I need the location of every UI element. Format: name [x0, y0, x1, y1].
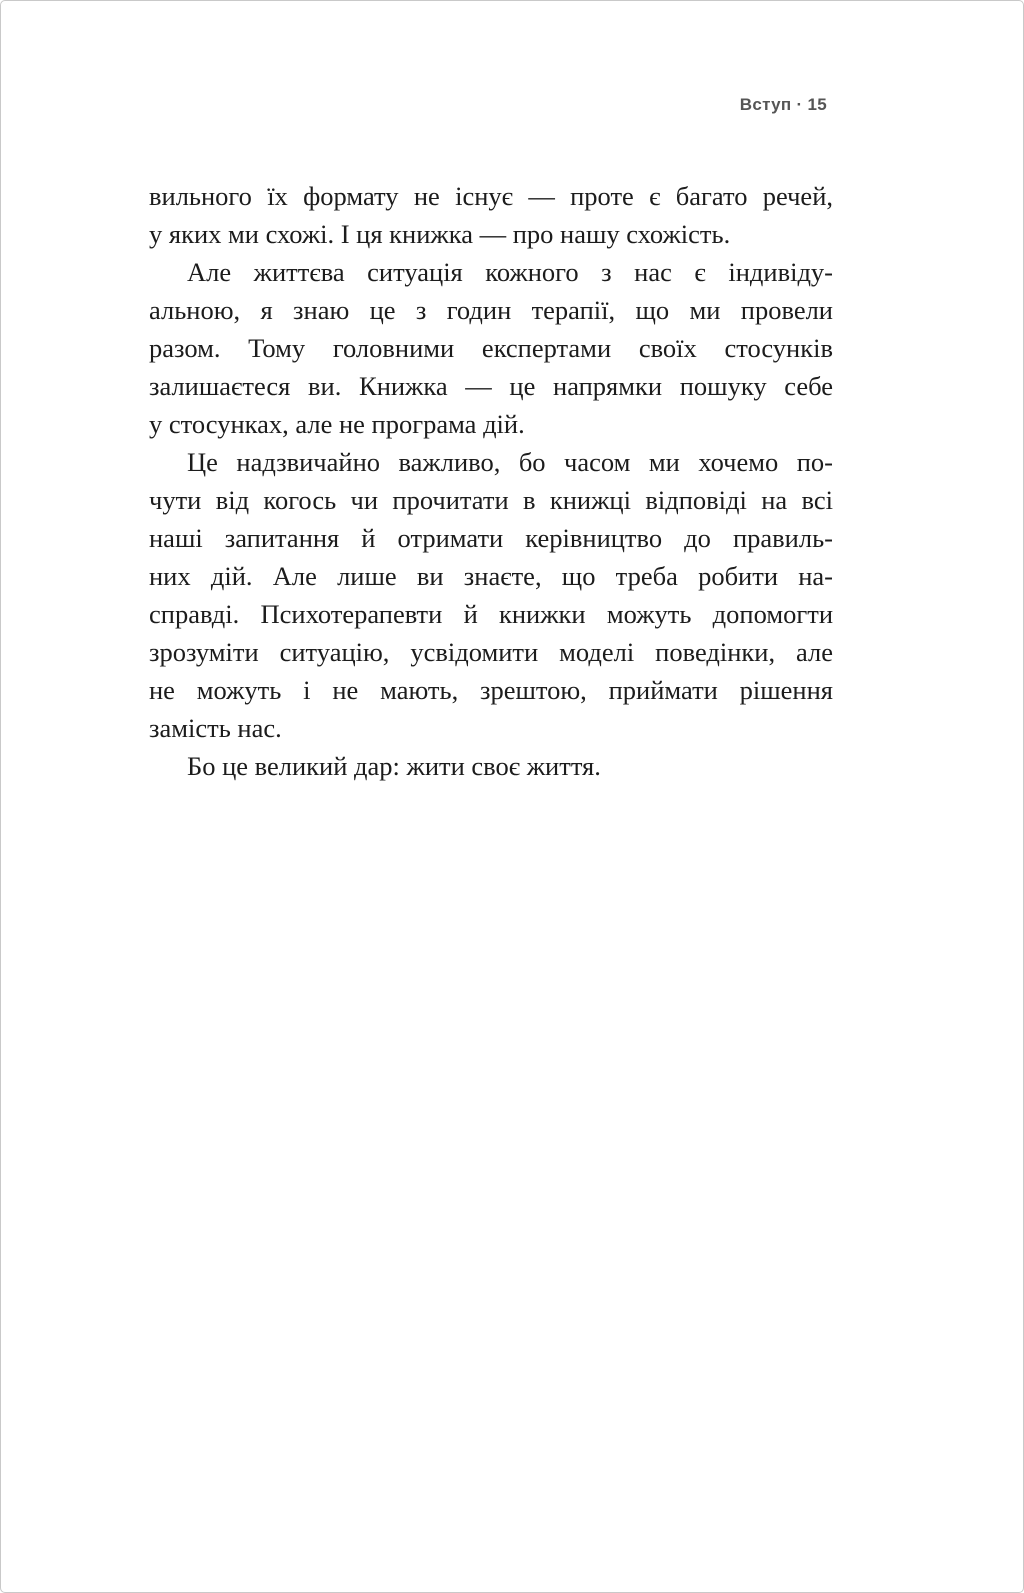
text-line: чути від когось чи прочитати в книжці відповіді на всі — [149, 485, 833, 515]
running-header: Вступ · 15 — [739, 95, 827, 114]
text-line: вильного їх формату не існує — проте є багато речей, — [149, 181, 833, 211]
text-line: зрозуміти ситуацію, усвідомити моделі поведінки, але — [149, 637, 833, 667]
paragraph — [149, 253, 833, 443]
page-text — [149, 177, 833, 785]
text-line: у яких ми схожі. І ця книжка — про нашу схожість. — [149, 219, 731, 249]
text-line: залишаєтеся ви. Книжка — це напрямки пошуку себе — [149, 371, 833, 401]
text-line: у стосунках, але не програма дій. — [149, 409, 525, 439]
text-line: Але життєва ситуація кожного з нас є індивіду- — [187, 257, 833, 287]
text-line: альною, я знаю це з годин терапії, що ми провели — [149, 295, 833, 325]
text-line: не можуть і не мають, зрештою, приймати рішення — [149, 675, 833, 705]
paragraph — [149, 177, 833, 253]
text-line: наші запитання й отримати керівництво до правиль- — [149, 523, 833, 553]
text-line: Бо це великий дар: жити своє життя. — [187, 751, 601, 781]
text-line: разом. Тому головними експертами своїх стосунків — [149, 333, 833, 363]
paragraph — [149, 443, 833, 747]
text-line: справді. Психотерапевти й книжки можуть допомогти — [149, 599, 833, 629]
text-line: них дій. Але лише ви знаєте, що треба робити на- — [149, 561, 833, 591]
paragraph — [149, 747, 833, 785]
text-line: Це надзвичайно важливо, бо часом ми хочемо по- — [187, 447, 833, 477]
text-line: замість нас. — [149, 713, 282, 743]
